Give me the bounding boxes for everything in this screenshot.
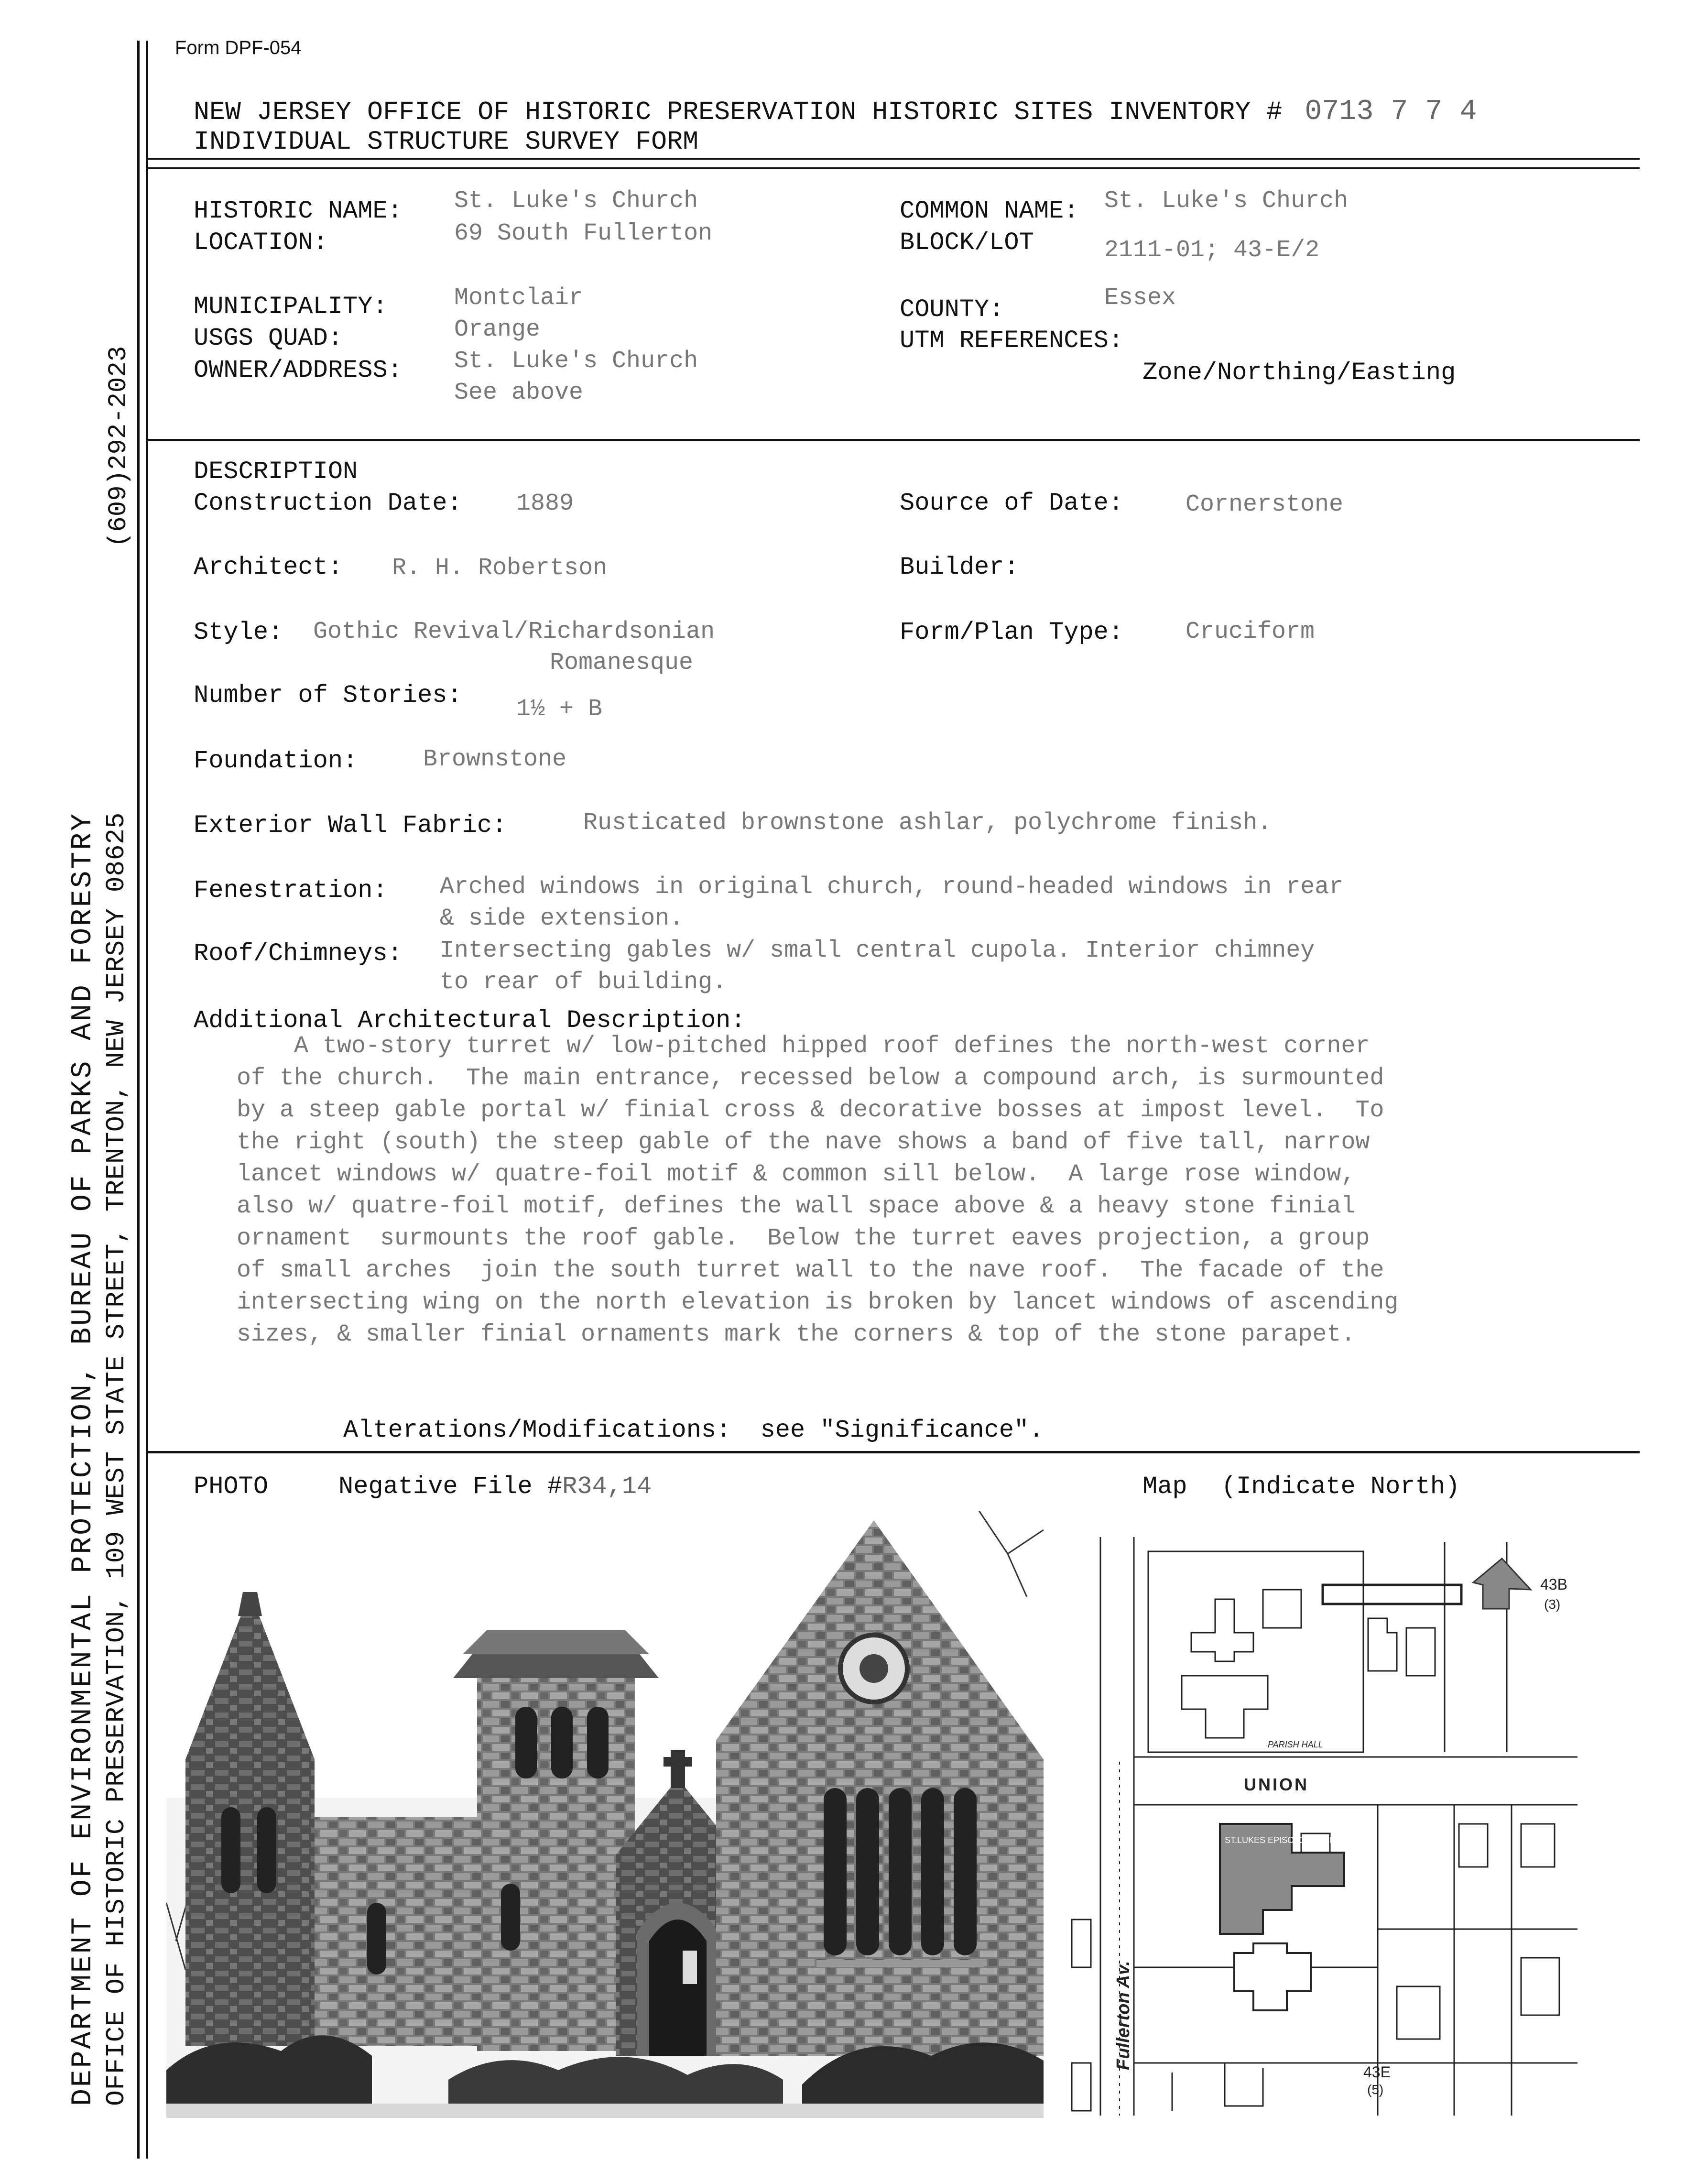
description-line: A two-story turret w/ low-pitched hipped roof defines the north-west corner <box>237 1033 1370 1060</box>
header-rule-1 <box>148 158 1640 160</box>
sidebar-office: OFFICE OF HISTORIC PRESERVATION, 109 WEST STATE STREET, TRENTON, NEW JERSEY 08625 <box>101 812 131 2106</box>
left-border-outer <box>137 41 140 2159</box>
construction-date-label: Construction Date: <box>194 489 462 517</box>
church-photo <box>166 1511 1044 2118</box>
roof-line1: Intersecting gables w/ small central cupola. Interior chimney <box>440 937 1315 964</box>
usgs-quad-value: Orange <box>454 316 541 343</box>
construction-date-value: 1889 <box>516 490 574 517</box>
common-name-label: COMMON NAME: <box>900 197 1079 225</box>
builder-label: Builder: <box>900 553 1019 581</box>
description-line: of small arches join the south turret wall to the nave roof. The facade of the <box>237 1257 1384 1284</box>
location-label: LOCATION: <box>194 229 328 257</box>
block-lot-value: 2111-01; 43-E/2 <box>1104 237 1320 264</box>
identification-rule <box>148 439 1640 441</box>
architect-label: Architect: <box>194 553 343 581</box>
map-street-union: UNION <box>1244 1775 1309 1794</box>
form-plan-label: Form/Plan Type: <box>900 618 1124 646</box>
wall-fabric-label: Exterior Wall Fabric: <box>194 811 507 840</box>
style-label: Style: <box>194 618 283 646</box>
fenestration-line2: & side extension. <box>440 905 684 932</box>
owner-value: St. Luke's Church <box>454 348 698 375</box>
roof-line2: to rear of building. <box>440 969 727 996</box>
utm-label: UTM REFERENCES: <box>900 327 1124 355</box>
usgs-quad-label: USGS QUAD: <box>194 324 343 352</box>
foundation-label: Foundation: <box>194 747 358 775</box>
additional-description-label: Additional Architectural Description: <box>194 1006 746 1035</box>
map-lot-top: 43B <box>1540 1576 1567 1593</box>
county-value: Essex <box>1104 284 1176 312</box>
description-line: intersecting wing on the north elevation is broken by lancet windows of ascending <box>237 1289 1399 1316</box>
map-title: Map <box>1142 1473 1187 1501</box>
fenestration-line1: Arched windows in original church, round-headed windows in rear <box>440 873 1344 901</box>
municipality-label: MUNICIPALITY: <box>194 293 388 321</box>
description-line: also w/ quatre-foil motif, defines the wall space above & a heavy stone finial <box>237 1193 1356 1220</box>
description-heading: DESCRIPTION <box>194 458 358 486</box>
photo-section-rule <box>148 1451 1640 1453</box>
county-label: COUNTY: <box>900 295 1004 324</box>
map-lot-top-sub: (3) <box>1544 1597 1561 1612</box>
foundation-value: Brownstone <box>423 746 567 773</box>
photo-label: PHOTO <box>194 1473 269 1501</box>
description-line: sizes, & smaller finial ornaments mark the corners & top of the stone parapet. <box>237 1321 1356 1348</box>
map-lot-bottom: 43E <box>1363 2063 1391 2081</box>
description-line: by a steep gable portal w/ finial cross & decorative bosses at impost level. To <box>237 1097 1384 1124</box>
architect-value: R. H. Robertson <box>392 555 608 582</box>
negative-file <box>338 1473 652 1501</box>
location-value: 69 South Fullerton <box>454 220 713 247</box>
inventory-number: 0713 7 7 4 <box>1305 96 1477 128</box>
block-lot-label: BLOCK/LOT <box>900 229 1034 257</box>
owner-label: OWNER/ADDRESS: <box>194 356 403 384</box>
wall-fabric-value: Rusticated brownstone ashlar, polychrome finish. <box>583 809 1272 837</box>
description-line: the right (south) the steep gable of the nave shows a band of five tall, narrow <box>237 1129 1370 1156</box>
roof-label: Roof/Chimneys: <box>194 939 403 968</box>
historic-name-value: St. Luke's Church <box>454 187 698 215</box>
utm-format: Zone/Northing/Easting <box>1142 359 1456 387</box>
description-line: ornament surmounts the roof gable. Below the turret eaves projection, a group <box>237 1225 1370 1252</box>
source-of-date-label: Source of Date: <box>900 489 1124 517</box>
alterations-line <box>343 1416 1044 1444</box>
form-title-line1 <box>194 96 1477 128</box>
negative-file-label: Negative File # <box>338 1473 563 1501</box>
description-line: of the church. The main entrance, recessed below a compound arch, is surmounted <box>237 1065 1384 1092</box>
fenestration-label: Fenestration: <box>194 876 388 905</box>
left-border-inner <box>146 41 148 2159</box>
alterations-value: see "Significance". <box>760 1416 1044 1444</box>
map-hall-label: PARISH HALL <box>1268 1740 1323 1749</box>
header-rule-2 <box>148 167 1640 169</box>
map-street-fullerton: Fullerton Av. <box>1113 1961 1133 2070</box>
description-line: lancet windows w/ quatre-foil motif & common sill below. A large rose window, <box>237 1161 1356 1188</box>
source-of-date-value: Cornerstone <box>1186 491 1344 518</box>
form-title: NEW JERSEY OFFICE OF HISTORIC PRESERVATION HISTORIC SITES INVENTORY # <box>194 97 1283 127</box>
additional-description-text <box>237 1030 1398 1351</box>
owner-address-value: See above <box>454 379 584 406</box>
style-value-line2: Romanesque <box>550 649 694 676</box>
style-value-line1: Gothic Revival/Richardsonian <box>313 618 715 645</box>
sidebar-phone: (609)292-2023 <box>104 346 133 547</box>
common-name-value: St. Luke's Church <box>1104 187 1349 215</box>
location-map <box>1062 1537 1577 2116</box>
municipality-value: Montclair <box>454 284 584 312</box>
map-lot-bottom-sub: (5) <box>1367 2082 1384 2097</box>
map-church-label: ST.LUKES EPISC. CHURCH <box>1225 1835 1336 1845</box>
form-plan-value: Cruciform <box>1186 618 1315 645</box>
historic-name-label: HISTORIC NAME: <box>194 197 403 225</box>
map-label <box>1142 1473 1460 1501</box>
alterations-label: Alterations/Modifications: <box>343 1416 731 1444</box>
map-instruction: (Indicate North) <box>1221 1473 1460 1501</box>
sidebar-department: DEPARTMENT OF ENVIRONMENTAL PROTECTION, BUREAU OF PARKS AND FORESTRY <box>67 812 99 2106</box>
stories-label: Number of Stories: <box>194 681 462 709</box>
stories-value: 1½ + B <box>516 696 603 723</box>
negative-file-number: R34,14 <box>562 1473 652 1501</box>
form-number: Form DPF-054 <box>175 37 302 58</box>
form-subtitle: INDIVIDUAL STRUCTURE SURVEY FORM <box>194 127 699 157</box>
